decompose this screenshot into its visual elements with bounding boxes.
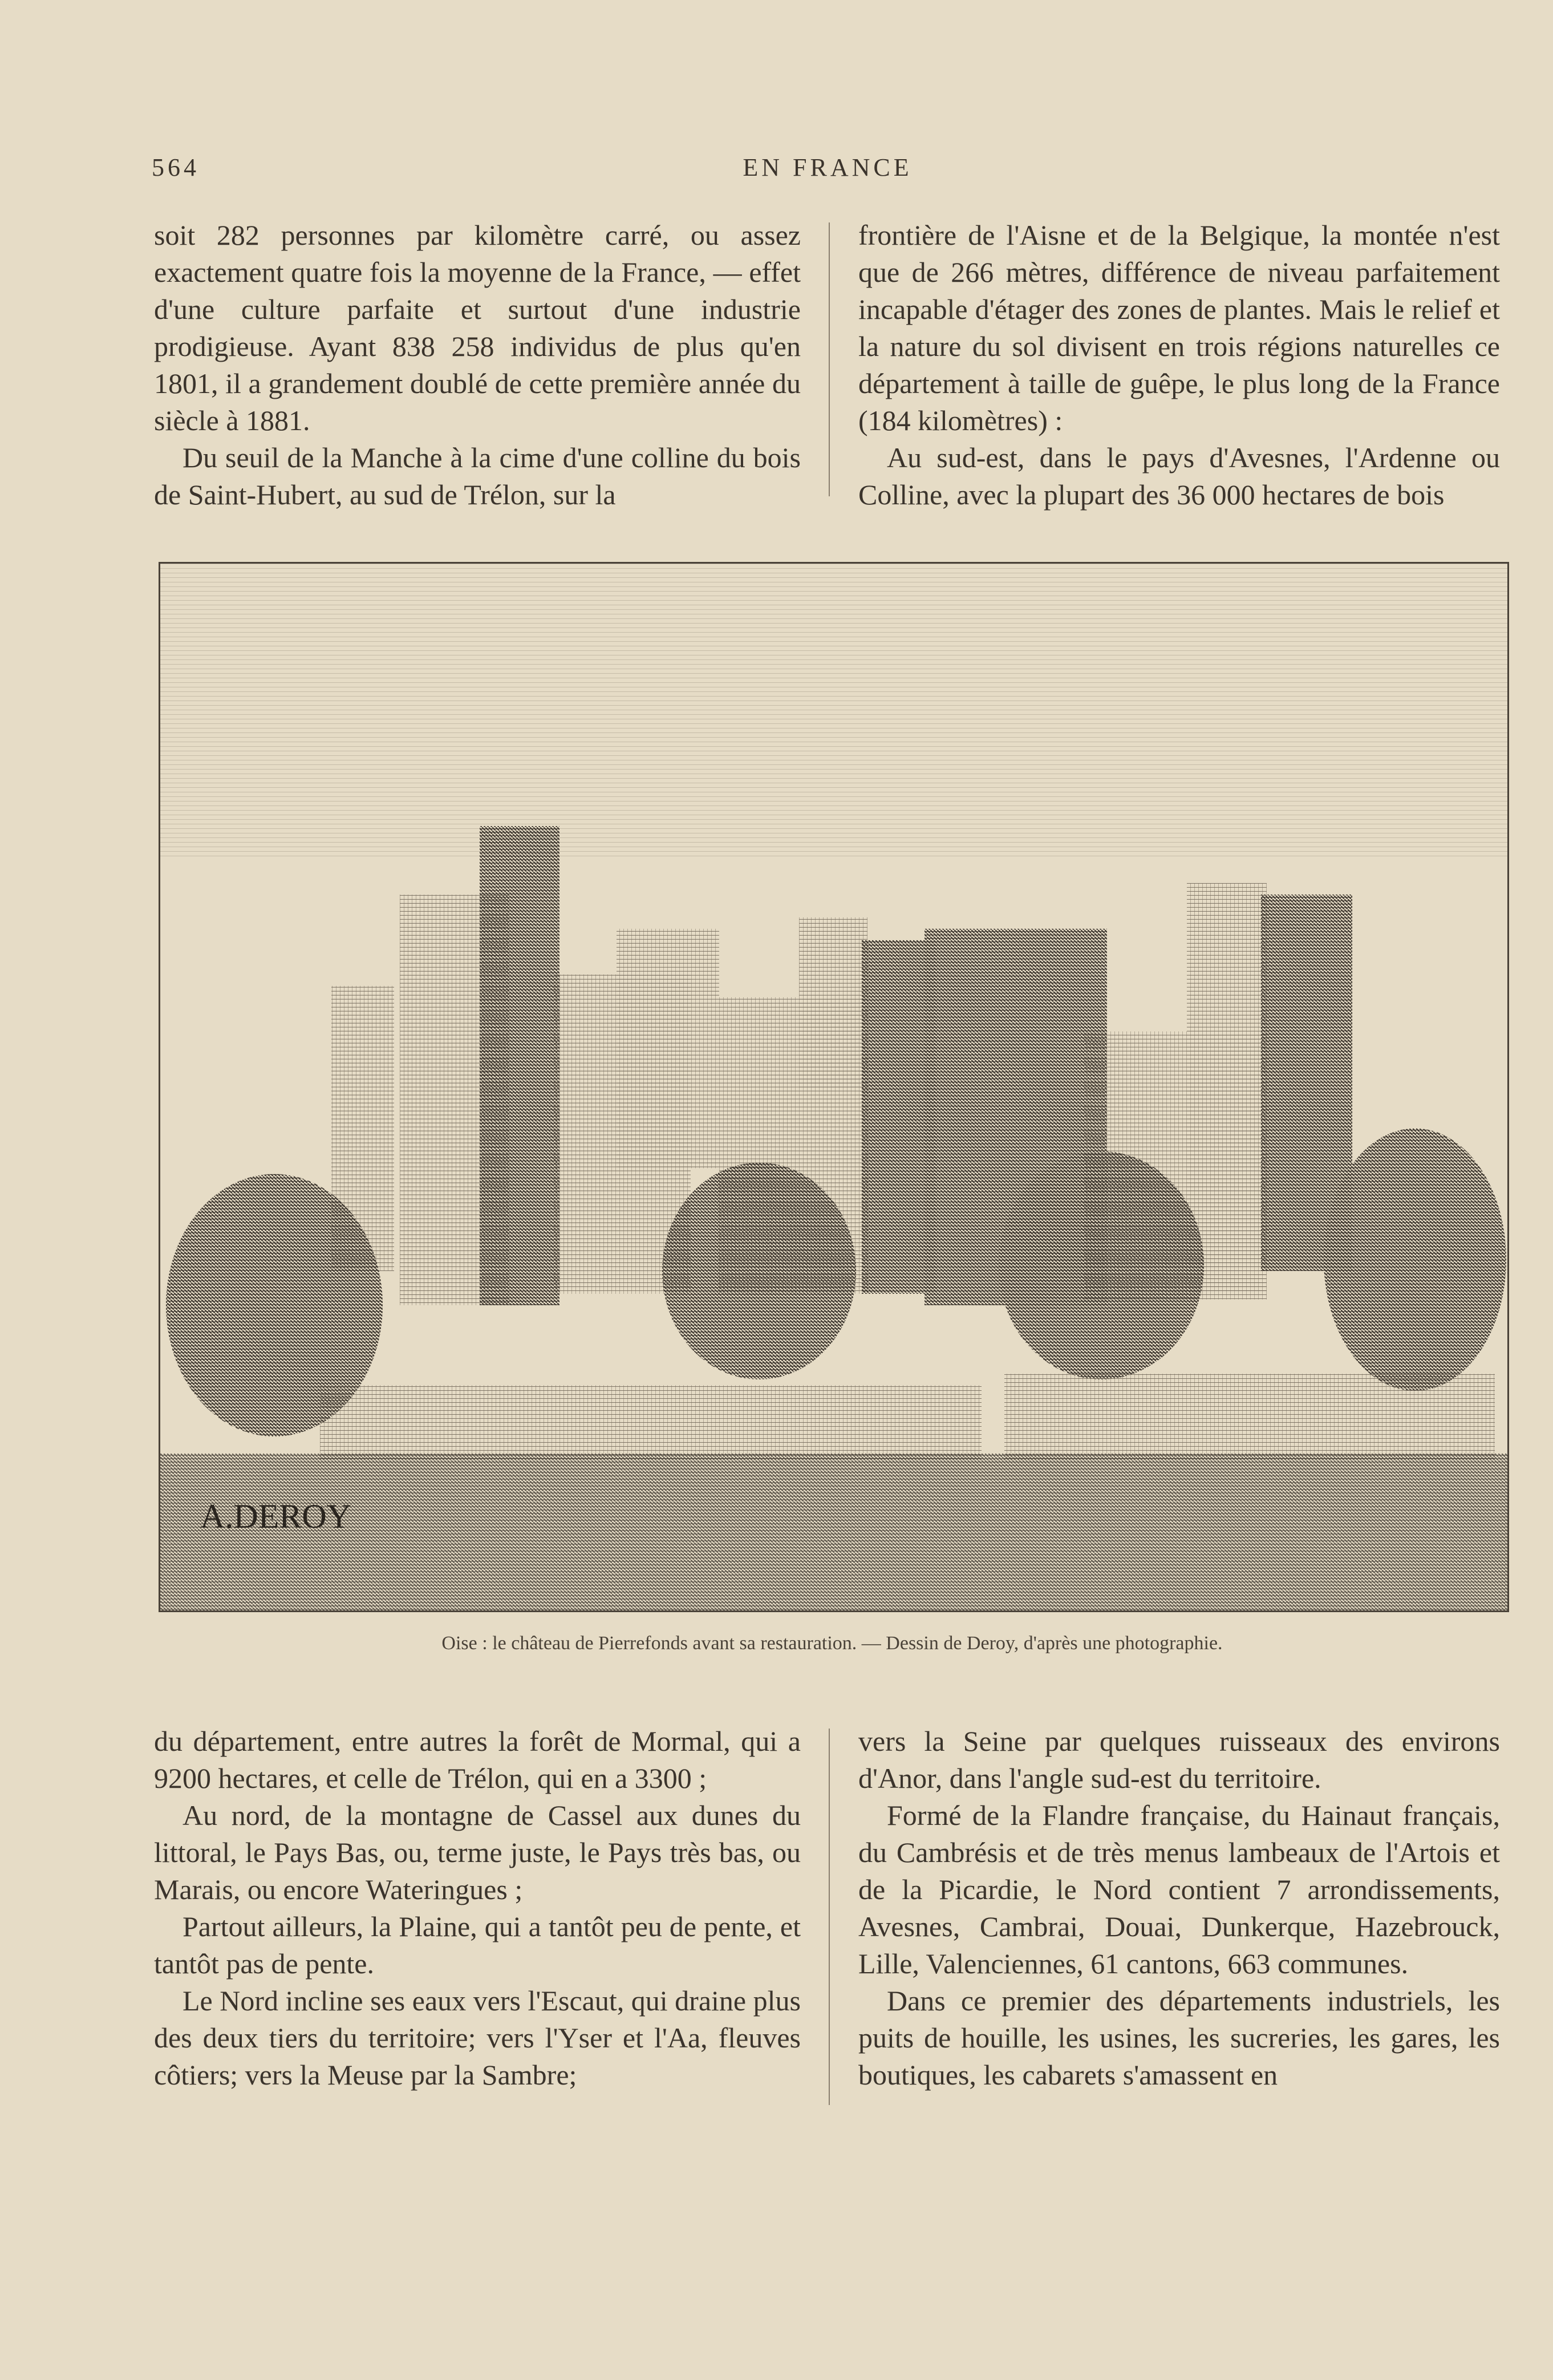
castle-engraving-image [160,564,1507,1610]
column-divider [829,222,830,496]
paragraph: Au sud-est, dans le pays d'Avesnes, l'Ardenne ou Colline, avec la plupart des 36 000 hectares de bois [858,442,1500,511]
paragraph: Dans ce premier des départements industriels, les puits de houille, les usines, les sucreries, les gares, les boutiques, les cabarets s'amassent en [858,1985,1500,2091]
column-divider [829,1729,830,2105]
column-bottom-right [858,1723,1500,2094]
paragraph: Formé de la Flandre française, du Hainaut français, du Cambrésis et de très menus lambeaux de l'Artois et de la Picardie, le Nord contient 7 arrondissements, Avesnes, Cambrai, Douai, Dunkerque, Hazebrouck, Lille, Valenciennes, 61 cantons, 663 communes. [858,1799,1500,1980]
engraving-pierrefonds-castle [159,562,1509,1612]
column-top-right [858,217,1500,513]
paragraph: frontière de l'Aisne et de la Belgique, la montée n'est que de 266 mètres, différence de niveau parfaitement incapable d'étager des zones de plantes. Mais le relief et la nature du sol divisent en trois régions naturelles ce département à taille de guêpe, le plus long de la France (184 kilomètres) : [858,219,1500,436]
paragraph: Partout ailleurs, la Plaine, qui a tantôt peu de pente, et tantôt pas de pente. [154,1911,801,1980]
paragraph: Au nord, de la montagne de Cassel aux dunes du littoral, le Pays Bas, ou, terme juste, le Pays très bas, ou Marais, ou encore Wateringues ; [154,1799,801,1905]
paragraph: Du seuil de la Manche à la cime d'une colline du bois de Saint-Hubert, au sud de Trélon, sur la [154,442,801,511]
column-bottom-left [154,1723,801,2094]
artist-signature: A.DEROY [200,1497,351,1535]
paragraph: Le Nord incline ses eaux vers l'Escaut, qui draine plus des deux tiers du territoire; vers l'Yser et l'Aa, fleuves côtiers; vers la Meuse par la Sambre; [154,1985,801,2091]
paragraph: vers la Seine par quelques ruisseaux des environs d'Anor, dans l'angle sud-est du territoire. [858,1725,1500,1794]
page-number: 564 [152,153,200,181]
running-title: EN FRANCE [743,153,913,181]
paragraph: du département, entre autres la forêt de Mormal, qui a 9200 hectares, et celle de Trélon, qui en a 3300 ; [154,1725,801,1794]
running-head [152,153,1503,187]
paragraph: soit 282 personnes par kilomètre carré, ou assez exactement quatre fois la moyenne de la France, — effet d'une culture parfaite et surtout d'une industrie prodigieuse. Ayant 838 258 individus de plus qu'en 1801, il a grandement doublé de cette première année du siècle à 1881. [154,219,801,436]
column-top-left [154,217,801,513]
figure-caption: Oise : le château de Pierrefonds avant sa restauration. — Dessin de Deroy, d'après une photographie. [441,1633,1223,1654]
